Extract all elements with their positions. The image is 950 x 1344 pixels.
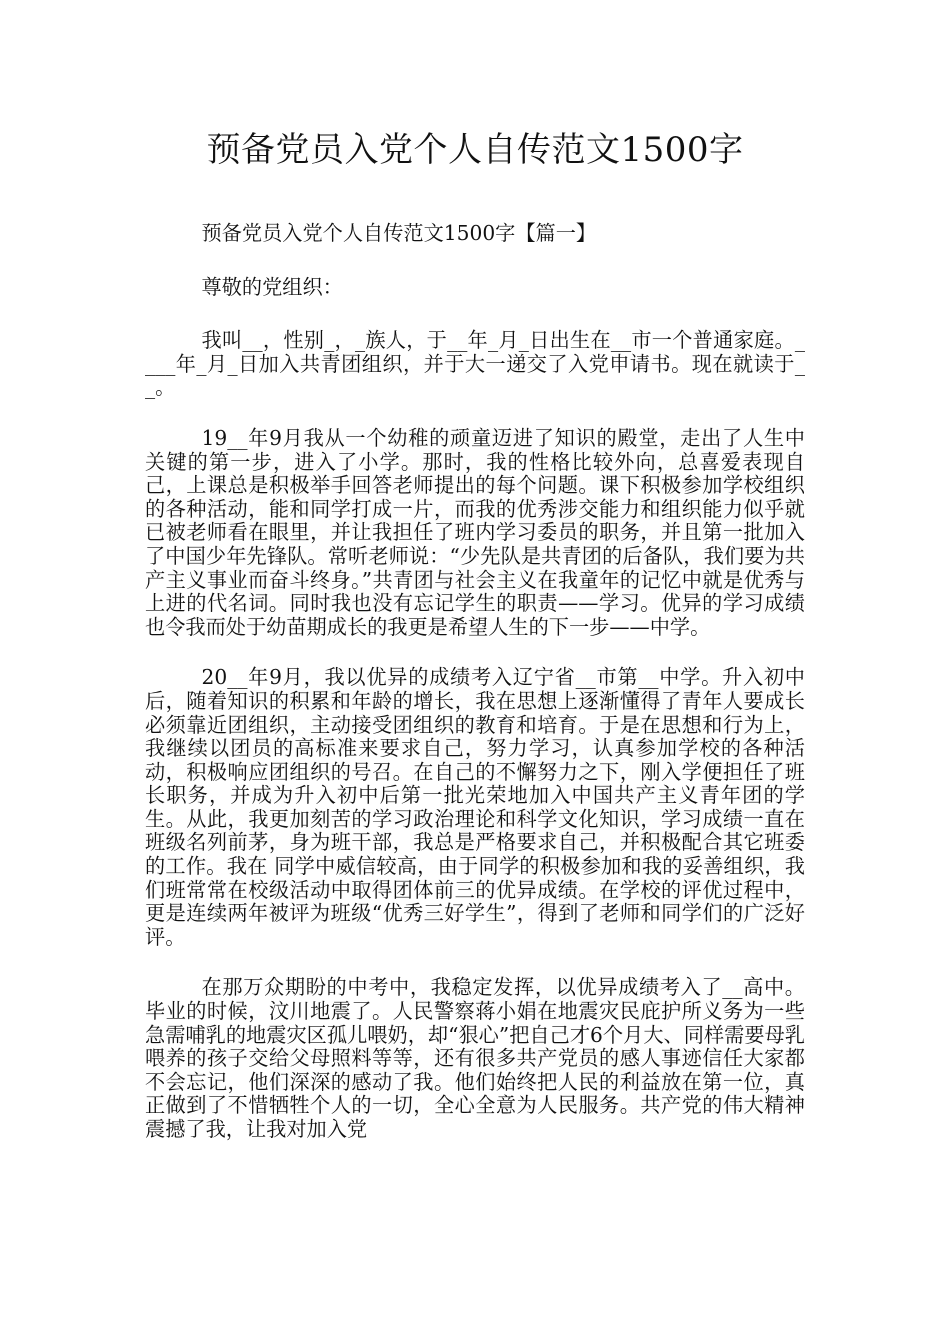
document-body	[145, 222, 805, 1169]
paragraph: 20__年9月，我以优异的成绩考入辽宁省__市第__中学。升入初中后，随着知识的积累和年龄的增长，我在思想上逐渐懂得了青年人要成长必须靠近团组织，主动接受团组织的教育和培育。于是在思想和行为上，我继续以团员的高标准来要求自己，努力学习，认真参加学校的各种活动，积极响应团组织的号召。在自己的不懈努力之下，刚入学便担任了班长职务，并成为升入初中后第一批光荣地加入中国共产主义青年团的学生。从此，我更加刻苦的学习政治理论和科学文化知识，学习成绩一直在班级名列前茅，身为班干部，我总是严格要求自己，并积极配合其它班委的工作。我在 同学中威信较高，由于同学的积极参加和我的妥善组织，我们班常常在校级活动中取得团体前三的优异成绩。在学校的评优过程中，更是连续两年被评为班级“优秀三好学生”，得到了老师和同学们的广泛好评。	[145, 665, 805, 949]
salutation: 尊敬的党组织：	[201, 274, 343, 299]
paragraph: 在那万众期盼的中考中，我稳定发挥，以优异成绩考入了__高中。毕业的时候，汶川地震了。人民警察蒋小娟在地震灾民庇护所义务为一些急需哺乳的地震灾区孤儿喂奶，却“狠心”把自己才6个月大、同样需要母乳喂养的孩子交给父母照料等等，还有很多共产党员的感人事迹信任大家都不会忘记，他们深深的感动了我。他们始终把人民的利益放在第一位，真正做到了不惜牺牲个人的一切，全心全意为人民服务。共产党的伟大精神震撼了我，让我对加入党	[145, 975, 805, 1141]
document-title: 预备党员入党个人自传范文1500字	[206, 130, 744, 170]
paragraph: 我叫__，性别_，_族人，于__年_月_日出生在__市一个普通家庭。____年_月_日加入共青团组织，并于大一递交了入党申请书。现在就读于__。	[145, 328, 805, 400]
section-heading: 预备党员入党个人自传范文1500字【篇一】	[201, 221, 597, 245]
paragraph: 19__年9月我从一个幼稚的顽童迈进了知识的殿堂，走出了人生中关键的第一步，进入了小学。那时，我的性格比较外向，总喜爱表现自己，上课总是积极举手回答老师提出的每个问题。课下积极参加学校组织的各种活动，能和同学打成一片，而我的优秀涉交能力和组织能力似乎就已被老师看在眼里，并让我担任了班内学习委员的职务，并且第一批加入了中国少年先锋队。常听老师说：“少先队是共青团的后备队，我们要为共产主义事业而奋斗终身。”共青团与社会主义在我童年的记忆中就是优秀与上进的代名词。同时我也没有忘记学生的职责——学习。优异的学习成绩也令我而处于幼苗期成长的我更是希望人生的下一步——中学。	[145, 425, 805, 639]
